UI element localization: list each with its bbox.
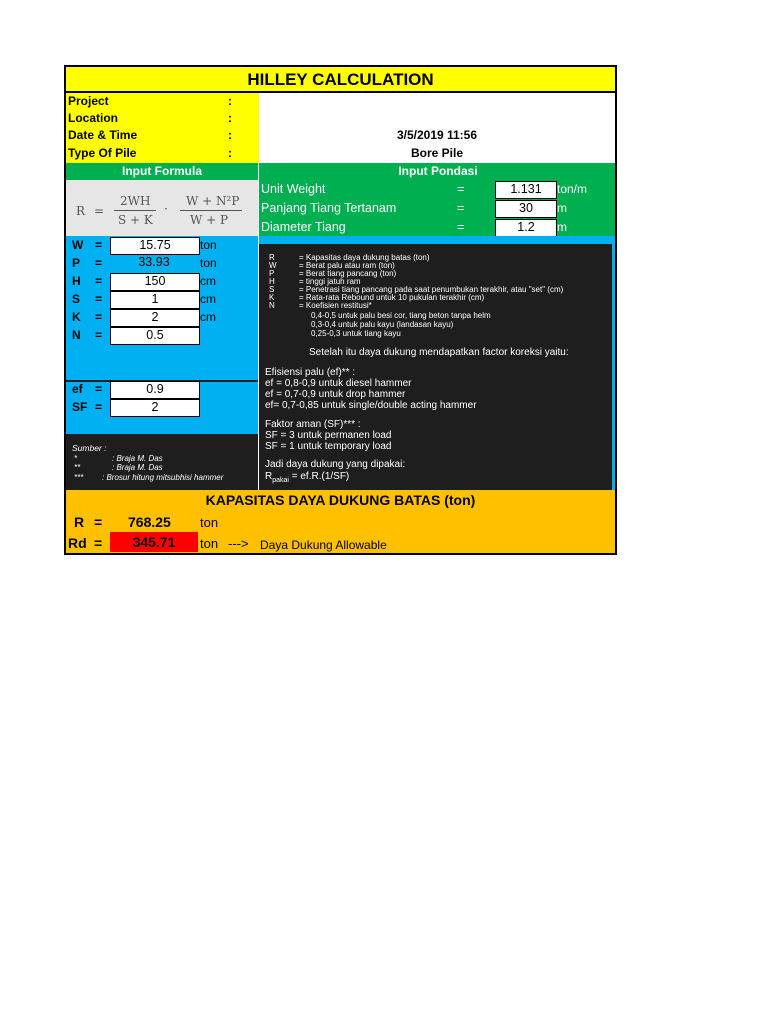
pondasi-inputs	[259, 180, 617, 236]
param-name: W	[72, 238, 84, 252]
r-value: 768.25	[128, 514, 171, 530]
equals: =	[457, 201, 465, 215]
equals: =	[95, 382, 103, 396]
factor-ef-input[interactable]: 0.9	[110, 381, 200, 399]
legend-desc: = Penetrasi tiang pancang pada saat penumbukan terakhir, atau "set" (cm)	[299, 285, 564, 294]
unit-weight-unit: ton/m	[557, 182, 588, 196]
param-name: S	[72, 292, 81, 306]
legend-sym: N	[269, 301, 275, 310]
faktor-aman-line: SF = 3 untuk permanen load	[265, 430, 392, 441]
legend-desc: = Rata-rata Rebound untuk 10 pukulan terakhir (cm)	[299, 293, 485, 302]
param-row-s	[66, 290, 258, 308]
fraction-line	[114, 210, 156, 211]
input-formula-header: Input Formula	[66, 163, 258, 180]
r-unit: ton	[200, 515, 219, 530]
faktor-aman-line: SF = 1 untuk temporary load	[265, 441, 392, 452]
param-n-input[interactable]: 0.5	[110, 327, 200, 345]
source-mark: **	[74, 463, 81, 472]
pile-type-label: Type Of Pile	[68, 146, 137, 160]
equals: =	[95, 328, 103, 342]
equals: =	[457, 182, 465, 196]
param-row-w	[66, 236, 258, 254]
param-p-value: 33.93	[138, 255, 170, 269]
param-k-input[interactable]: 2	[110, 309, 200, 327]
location-label: Location	[68, 111, 118, 125]
legend-desc: = Berat tiang pancang (ton)	[299, 269, 397, 278]
sources-title: Sumber :	[72, 443, 107, 453]
panjang-tiang-unit: m	[557, 201, 567, 215]
restitusi-line: 0,3-0,4 untuk palu kayu (landasan kayu)	[311, 320, 454, 329]
panjang-tiang-label: Panjang Tiang Tertanam	[261, 201, 397, 215]
efisiensi-line: Efisiensi palu (ef)** :	[265, 367, 356, 378]
param-row-h	[66, 272, 258, 290]
diameter-tiang-unit: m	[557, 220, 567, 234]
formula-num2: W + N²P	[186, 194, 240, 208]
equals: =	[457, 220, 465, 234]
equals: =	[95, 274, 103, 288]
legend-desc: = Koefisien restitusi*	[299, 301, 372, 310]
legend-sym: S	[269, 285, 275, 294]
formula-den1: S + K	[118, 213, 153, 227]
parameters-panel	[66, 236, 258, 434]
project-label: Project	[68, 94, 109, 108]
formula-lhs: R	[76, 204, 86, 218]
param-unit: ton	[200, 238, 217, 252]
unit-weight-row	[259, 180, 617, 198]
legend-sym: K	[269, 293, 275, 302]
legend-sym: R	[269, 253, 275, 262]
param-h-input[interactable]: 150	[110, 273, 200, 291]
colon: :	[228, 128, 232, 142]
colon: :	[228, 111, 232, 125]
source-text: : Braja M. Das	[112, 463, 163, 472]
equals: =	[94, 514, 103, 530]
sources-panel	[66, 434, 258, 490]
date-time-label: Date & Time	[68, 128, 138, 142]
rpakai-sub: pakai	[272, 477, 289, 484]
source-text: : Brosur hitung mitsubhisi hammer	[102, 473, 224, 482]
rpakai-formula	[265, 472, 349, 487]
param-unit: cm	[200, 292, 216, 306]
param-row-p	[66, 254, 258, 272]
colon: :	[228, 146, 232, 160]
formula-image	[66, 180, 258, 236]
rd-unit: ton	[200, 536, 219, 551]
koreksi-text: Setelah itu daya dukung mendapatkan factor koreksi yaitu:	[309, 347, 569, 358]
source-text: : Braja M. Das	[112, 454, 163, 463]
source-mark: ***	[74, 473, 84, 482]
equals: =	[95, 292, 103, 306]
colon: :	[228, 94, 232, 108]
legend-sym: P	[269, 269, 275, 278]
fraction-line	[180, 210, 242, 211]
legend-sym: H	[269, 277, 275, 286]
restitusi-line: 0,4-0,5 untuk palu besi cor, tiang beton tanpa helm	[311, 311, 491, 320]
legend-panel	[259, 244, 612, 490]
equals: =	[95, 238, 103, 252]
formula-dot: ·	[164, 202, 168, 216]
restitusi-line: 0,25-0,3 untuk tiang kayu	[311, 329, 401, 338]
panjang-tiang-row	[259, 199, 617, 217]
legend-desc: = tinggi jatuh ram	[299, 277, 361, 286]
r-label: R	[74, 514, 85, 530]
factor-row-ef	[66, 380, 258, 398]
factor-row-sf	[66, 398, 258, 416]
param-s-input[interactable]: 1	[110, 291, 200, 309]
param-row-n	[66, 326, 258, 344]
factor-sf-input[interactable]: 2	[110, 399, 200, 417]
param-unit: ton	[200, 256, 217, 270]
param-name: K	[72, 310, 81, 324]
param-name: N	[72, 328, 81, 342]
equals: =	[95, 310, 103, 324]
diameter-tiang-row	[259, 218, 617, 236]
param-name: H	[72, 274, 81, 288]
rd-label: Rd	[68, 535, 87, 551]
factor-name: ef	[72, 382, 83, 396]
input-pondasi-header: Input Pondasi	[259, 163, 617, 180]
formula-num1: 2WH	[120, 194, 151, 208]
rd-value: 345.71	[110, 532, 198, 552]
diameter-tiang-input[interactable]: 1.2	[495, 219, 557, 237]
unit-weight-label: Unit Weight	[261, 182, 326, 196]
faktor-aman-line: Faktor aman (SF)*** :	[265, 419, 361, 430]
legend-sym: W	[269, 261, 277, 270]
param-w-input[interactable]: 15.75	[110, 237, 200, 255]
result-panel	[64, 511, 617, 555]
legend-desc: = Berat palu atau ram (ton)	[299, 261, 395, 270]
jadi-text: Jadi daya dukung yang dipakai:	[265, 459, 406, 470]
arrow: --->	[228, 536, 249, 551]
efisiensi-line: ef= 0,7-0,85 untuk single/double acting hammer	[265, 400, 477, 411]
result-header: KAPASITAS DAYA DUKUNG BATAS (ton)	[64, 490, 617, 511]
allowable-note: Daya Dukung Allowable	[260, 538, 387, 552]
project-info-values	[259, 93, 617, 163]
param-unit: cm	[200, 310, 216, 324]
rpakai-r: R	[265, 471, 273, 482]
factor-name: SF	[72, 400, 88, 414]
param-row-k	[66, 308, 258, 326]
panjang-tiang-input[interactable]: 30	[495, 200, 557, 218]
diameter-tiang-label: Diameter Tiang	[261, 220, 346, 234]
param-name: P	[72, 256, 81, 270]
pile-type-value[interactable]: Bore Pile	[410, 146, 464, 160]
equals: =	[95, 400, 103, 414]
formula-den2: W + P	[190, 213, 229, 227]
project-info-labels	[64, 93, 259, 163]
rpakai-rest: = ef.R.(1/SF)	[291, 471, 350, 482]
unit-weight-input[interactable]: 1.131	[495, 181, 557, 199]
legend-desc: = Kapasitas daya dukung batas (ton)	[299, 253, 430, 262]
sheet-title: HILLEY CALCULATION	[64, 65, 617, 93]
equals: =	[94, 535, 103, 551]
formula-eq: =	[94, 204, 105, 218]
efisiensi-line: ef = 0,7-0,9 untuk drop hammer	[265, 389, 406, 400]
param-unit: cm	[200, 274, 216, 288]
efisiensi-line: ef = 0,8-0,9 untuk diesel hammer	[265, 378, 412, 389]
date-time-value[interactable]: 3/5/2019 11:56	[396, 128, 478, 142]
equals: =	[95, 256, 103, 270]
source-mark: *	[74, 454, 78, 463]
